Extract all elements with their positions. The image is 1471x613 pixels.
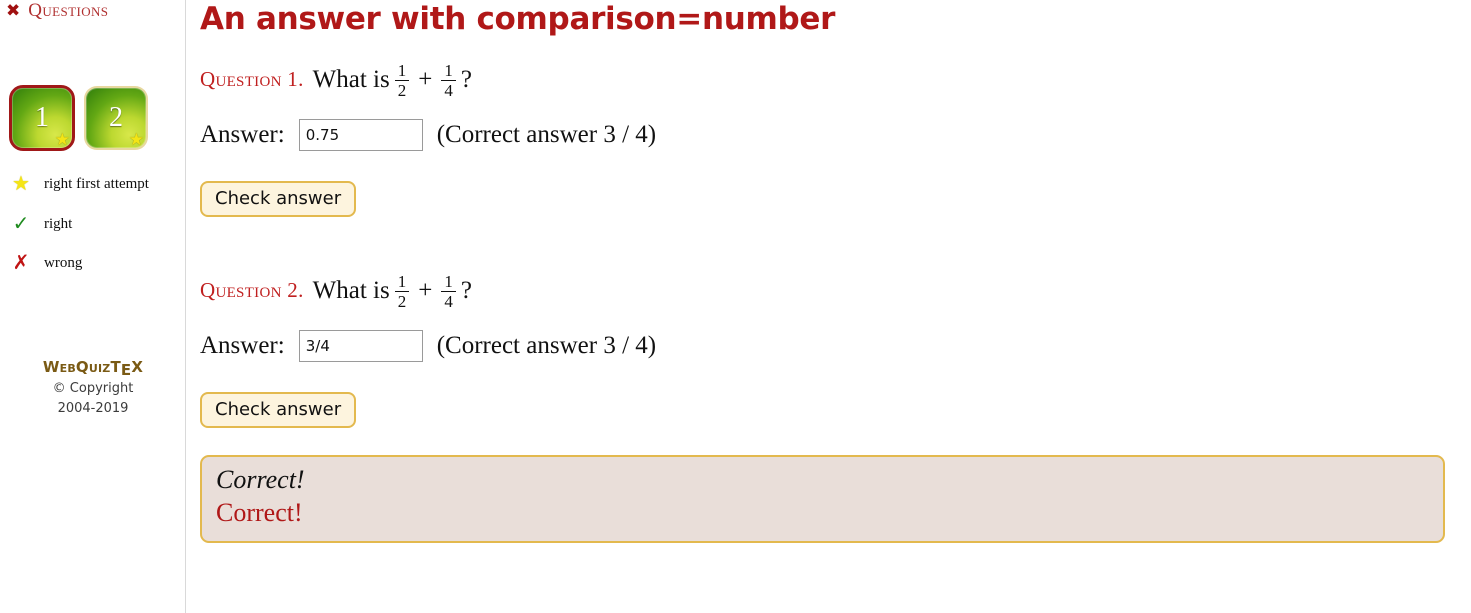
correct-note-close: ) (647, 332, 657, 360)
cross-icon: ✗ (12, 250, 30, 274)
close-icon[interactable]: ✖ (6, 1, 21, 21)
fraction-numerator: 1 (397, 272, 407, 292)
star-icon: ★ (12, 171, 30, 195)
correct-answer-numerator: 3 (603, 332, 616, 360)
question-1-prompt-prefix: What is (312, 65, 390, 93)
legend-item-label: right first attempt (44, 176, 149, 192)
copyright-years: 2004-2019 (57, 401, 129, 417)
answer-input-2[interactable] (299, 330, 423, 362)
check-icon: ✓ (12, 210, 30, 235)
question-2-prompt-suffix: ? (460, 276, 472, 304)
correct-answer-separator: / (622, 332, 630, 360)
correct-answer-numerator: 3 (603, 121, 616, 149)
correct-answer-denominator: 4 (635, 332, 648, 360)
sidebar (0, 0, 186, 613)
question-nav-buttons (12, 88, 146, 148)
main-content (186, 0, 1471, 613)
legend-item-label: right (44, 215, 73, 232)
legend-item-right (10, 212, 180, 238)
answer-row-2 (200, 330, 1455, 362)
answer-row-1 (200, 119, 1455, 151)
feedback-line-2: Correct! (216, 497, 303, 527)
sidebar-header (0, 0, 185, 28)
answer-label-2: Answer: (200, 332, 285, 360)
check-answer-button-2[interactable]: Check answer (200, 392, 356, 428)
correct-note-open: (Correct answer (436, 332, 598, 360)
copyright-text: © Copyright (52, 381, 134, 397)
fraction-numerator: 1 (397, 61, 407, 80)
answer-label-1: Answer: (200, 121, 285, 149)
fraction-denominator: 2 (395, 291, 410, 311)
fraction-numerator: 1 (444, 61, 453, 80)
question-1-prompt-suffix: ? (460, 65, 472, 93)
question-2-prompt-prefix: What is (312, 276, 390, 304)
correct-note-close: ) (647, 121, 657, 149)
answer-input-1[interactable] (299, 119, 423, 151)
fraction-denominator: 4 (441, 80, 456, 100)
question-1-tag: Question 1. (200, 67, 304, 92)
fraction-one-half (395, 61, 410, 100)
fraction-denominator: 2 (395, 80, 410, 100)
brand-t: T (110, 358, 121, 376)
question-block-1 (200, 60, 1455, 217)
legend-item-label: wrong (44, 255, 83, 271)
brand-web: Web (42, 358, 76, 376)
page-title: An answer with comparison=number (200, 1, 836, 37)
fraction-one-half (395, 272, 410, 311)
question-nav-button-2[interactable] (86, 88, 146, 148)
question-nav-button-1[interactable] (12, 88, 72, 148)
question-2-tag: Question 2. (200, 278, 304, 303)
fraction-numerator: 1 (444, 272, 453, 292)
correct-note-open: (Correct answer (436, 121, 598, 149)
star-icon: ★ (128, 130, 144, 150)
question-block-2 (200, 271, 1455, 428)
correct-answer-note-2 (437, 332, 656, 360)
feedback-line-1: Correct! (216, 465, 305, 495)
legend-item-wrong (10, 251, 180, 277)
fraction-denominator: 4 (441, 291, 456, 311)
question-1-prompt (200, 60, 1455, 99)
correct-answer-denominator: 4 (635, 121, 648, 149)
check-answer-button-1[interactable]: Check answer (200, 181, 356, 217)
sidebar-footer (0, 356, 186, 420)
brand-quiz: Quiz (75, 358, 111, 376)
correct-answer-separator: / (622, 121, 630, 149)
question-1-operator: + (418, 65, 433, 93)
brand-logo (0, 356, 186, 379)
brand-e: E (120, 361, 132, 379)
question-nav-button-2-label: 2 (109, 102, 123, 133)
feedback-panel (200, 455, 1445, 543)
fraction-one-quarter (441, 272, 456, 311)
star-icon: ★ (54, 130, 70, 150)
question-nav-button-1-label: 1 (35, 102, 49, 133)
correct-answer-note-1 (437, 121, 656, 149)
legend (10, 172, 180, 291)
question-2-prompt (200, 271, 1455, 310)
question-2-operator: + (418, 276, 433, 304)
fraction-one-quarter (441, 61, 456, 100)
legend-item-right-first-attempt (10, 172, 180, 198)
brand-x: X (131, 358, 144, 376)
sidebar-header-label: Questions (28, 0, 109, 21)
